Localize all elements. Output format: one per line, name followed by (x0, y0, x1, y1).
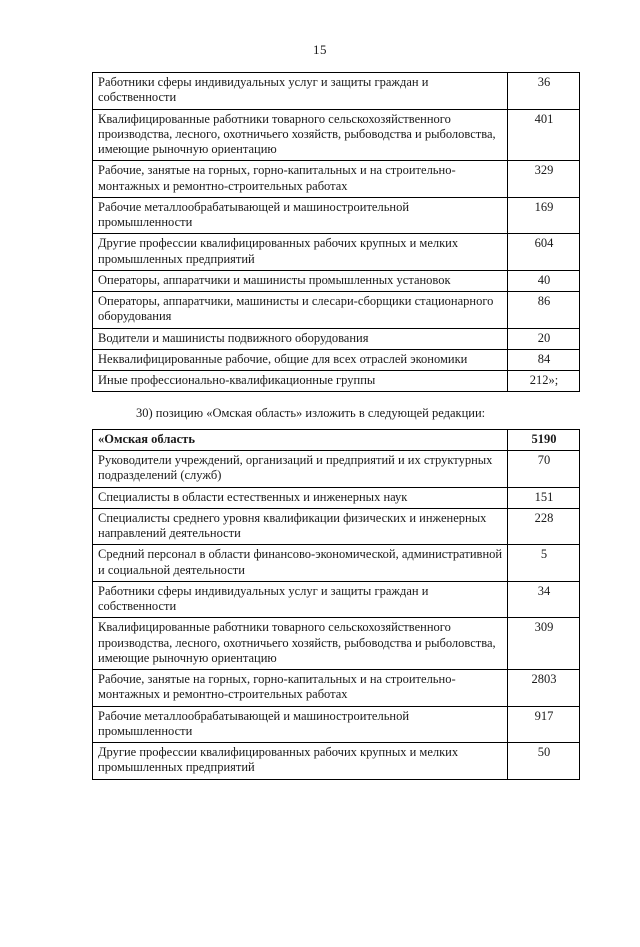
row-label: Специалисты среднего уровня квалификации физических и инженерных направлений деятельности (93, 508, 508, 545)
row-value: 36 (508, 73, 580, 110)
table-row (93, 270, 580, 291)
row-value: 86 (508, 292, 580, 329)
row-value: 604 (508, 234, 580, 271)
row-label: Руководители учреждений, организаций и предприятий и их структурных подразделений (служб) (93, 451, 508, 488)
row-label: Водители и машинисты подвижного оборудования (93, 328, 508, 349)
table-row (93, 371, 580, 392)
table-row (93, 109, 580, 161)
row-label: Работники сферы индивидуальных услуг и защиты граждан и собственности (93, 581, 508, 618)
row-value: 212»; (508, 371, 580, 392)
row-value: 50 (508, 743, 580, 780)
row-value: 84 (508, 349, 580, 370)
row-value: 151 (508, 487, 580, 508)
row-label: Неквалифицированные рабочие, общие для всех отраслей экономики (93, 349, 508, 370)
row-label: Работники сферы индивидуальных услуг и защиты граждан и собственности (93, 73, 508, 110)
page-bottom-spacer (0, 780, 640, 800)
row-label: Специалисты в области естественных и инженерных наук (93, 487, 508, 508)
table-row (93, 706, 580, 743)
document-page (0, 42, 640, 947)
table-row (93, 670, 580, 707)
row-label: Квалифицированные работники товарного сельскохозяйственного производства, лесного, охотничьего хозяйств, рыбоводства и рыболовства, имеющие рыночную ориентацию (93, 109, 508, 161)
row-label: Квалифицированные работники товарного сельскохозяйственного производства, лесного, охотничьего хозяйств, рыбоводства и рыболовства, имеющие рыночную ориентацию (93, 618, 508, 670)
row-value: 5 (508, 545, 580, 582)
table-row (93, 743, 580, 780)
table-row (93, 73, 580, 110)
row-label: Рабочие металлообрабатывающей и машиностроительной промышленности (93, 706, 508, 743)
table-row (93, 618, 580, 670)
table-row (93, 234, 580, 271)
table-row (93, 487, 580, 508)
row-value: 34 (508, 581, 580, 618)
table-row (93, 451, 580, 488)
row-label: Иные профессионально-квалификационные группы (93, 371, 508, 392)
row-value: 228 (508, 508, 580, 545)
table-row (93, 545, 580, 582)
row-label: Другие профессии квалифицированных рабочих крупных и мелких промышленных предприятий (93, 234, 508, 271)
row-value: 2803 (508, 670, 580, 707)
row-value: 309 (508, 618, 580, 670)
row-value: 401 (508, 109, 580, 161)
row-value: 40 (508, 270, 580, 291)
row-label: Рабочие металлообрабатывающей и машиностроительной промышленности (93, 197, 508, 234)
amendment-paragraph: 30) позицию «Омская область» изложить в следующей редакции: (136, 406, 486, 421)
row-value: 329 (508, 161, 580, 198)
table-row (93, 328, 580, 349)
row-value: 917 (508, 706, 580, 743)
table-bottom-body (93, 429, 580, 779)
row-label: Операторы, аппаратчики и машинисты промышленных установок (93, 270, 508, 291)
occupational-groups-table-top (92, 72, 580, 392)
row-label: Средний персонал в области финансово-экономической, административной и социальной деятельности (93, 545, 508, 582)
row-value: 20 (508, 328, 580, 349)
region-total-value: 5190 (508, 429, 580, 450)
table-row (93, 349, 580, 370)
table-row (93, 292, 580, 329)
row-value: 70 (508, 451, 580, 488)
table-row (93, 581, 580, 618)
table-header-row (93, 429, 580, 450)
row-label: Рабочие, занятые на горных, горно-капитальных и на строительно-монтажных и ремонтно-строительных работах (93, 161, 508, 198)
page-number: 15 (313, 42, 327, 57)
row-label: Другие профессии квалифицированных рабочих крупных и мелких промышленных предприятий (93, 743, 508, 780)
region-label: «Омская область (93, 429, 508, 450)
row-value: 169 (508, 197, 580, 234)
table-top-body (93, 73, 580, 392)
row-label: Операторы, аппаратчики, машинисты и слесари-сборщики стационарного оборудования (93, 292, 508, 329)
table-row (93, 508, 580, 545)
table-row (93, 161, 580, 198)
row-label: Рабочие, занятые на горных, горно-капитальных и на строительно-монтажных и ремонтно-строительных работах (93, 670, 508, 707)
occupational-groups-table-bottom (92, 429, 580, 780)
table-row (93, 197, 580, 234)
